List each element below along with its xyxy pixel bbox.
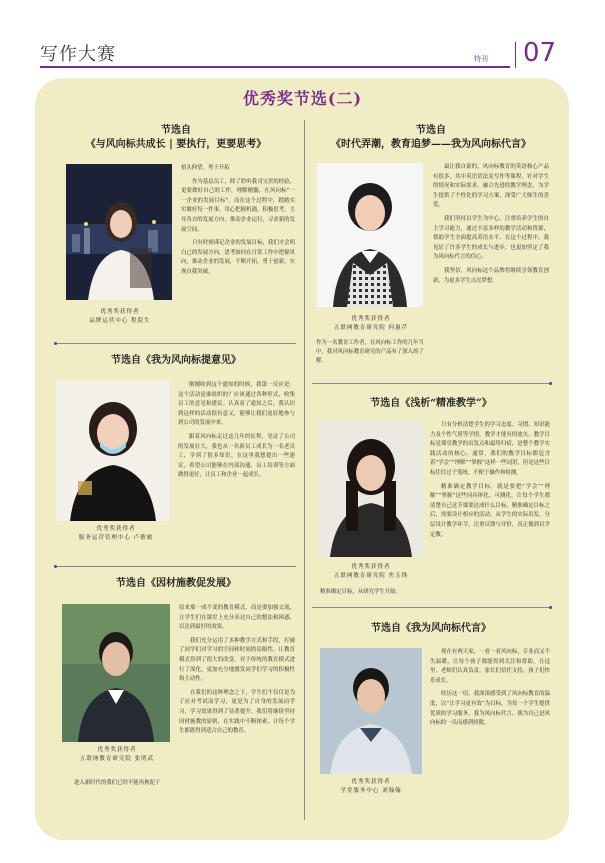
caption-award: 优秀奖获得者 [351,779,391,785]
caption-award: 优秀奖获得者 [97,747,137,753]
author-photo-image [317,163,423,307]
author-photo [66,164,172,300]
author-caption [60,308,180,326]
divider-dot [549,382,552,385]
article-excerpt [430,648,550,733]
section-header-title: 写作大赛 [40,44,116,65]
paragraph: 我们坚持以学生为中心，注重培养学生的自主学习能力，通过丰富多样的教学活动和资源，帮助学生全面提高英语水平。在这个过程中，我见证了许多学生的成长与进步，也更加坚定了我为风向标代言的信心。 [433,215,549,261]
article-excerpt [181,164,295,282]
section-title-line1: 节选自《因材施教促发展》 [116,578,236,589]
paragraph: 抬头仰望，勇于开拓 [181,165,230,171]
paragraph: 我们充分运用了多种教学方式和手段，打破了同学们对学习的空间和时间的局限性，让教育模式得到了很大的改变。对于传统的教育模式进行了深化，更加充分地激发同学们学习的积极性和主动性。 [179,637,295,683]
author-photo [62,604,170,742]
caption-author: 品牌运营中心 程院生 [89,318,151,324]
author-photo-image [320,648,422,774]
issue-label: 特刊 [474,55,488,63]
paragraph: 精准确定教学目标，就是要把“学会”“理解”“掌握”这些词具体化、可测化，让每个学生都清楚自己这节课要达成什么目标。精准确定目标之后，需要设计相应的活动，从学生的实际出发，分层设计教学环节，注重反馈与评价，真正做到以学定教。 [430,483,550,538]
caption-author: 五联网教育研究院 何惠芹 [333,325,409,331]
paragraph: 刚刚收到这个通知的时候，我第一反应是：这个活动是谁组织的？应该通过各种形式，收集员工的意见和建议。认真看了通知之后，我认识到这样的活动很有意义，能够让我们更好地参与到公司的发展中来。 [178,382,295,427]
paragraph: 只有分析清楚学生的学习态度、习惯、知识能力及个性气质等学情，教学才能有的放矢。教学目标是课堂教学的出发点和最终归宿，是整个教学实践活动的核心。通常，我们的教学目标都包含着“学会”“理解”“掌握”这样一些词语，但是这些目标往往过于笼统，不便于操作和检测。 [430,422,550,476]
row-divider-right-2 [312,607,550,608]
section-title-line1: 节选自《我为风向标提意见》 [111,355,241,366]
section-title-line1: 节选自 [161,125,191,136]
paragraph: 在我们的这种理念之下，学生们不仅仅是为了应对考试而学习，更是为了自身的发展而学习，学习效果得到了显著提升。我们将继续坚持因材施教的原则，在实践中不断探索，让每个学生都能得到适合自己的教育。 [179,689,295,735]
column-divider [304,120,305,820]
section-title-line2: 《与风向标共成长 | 要执行，更要思考》 [85,139,267,150]
header-rule [40,66,510,68]
paragraph: 跟着风向标走过这几年的征程，见证了公司的发展壮大，我也从一名新员工成长为一名老员工，学到了很多知识。在这里我想提出一些建议，希望公司能够在内部沟通、员工培训等方面做得更好，让员工和企业一起成长。 [178,433,295,479]
row-divider-left-1 [56,343,296,344]
paragraph: 最让我自豪的，风向标教育的英语核心产品有很多，其中英语语法及写作等课程，针对学生的情况和实际需求，融合先进的教学理念，为学生提供了个性化的学习方案，深受广大师生的喜爱。 [433,164,549,209]
paragraph: 我坚信，风向标这个品牌将继续引领教育创新，为更多学生点亮梦想。 [433,267,549,284]
divider-dot [54,565,57,568]
caption-award: 优秀奖获得者 [351,564,391,570]
section-title-line2: 《时代弄潮，教育追梦——我为风向标代言》 [331,139,531,150]
section-title-line1: 节选自 [370,398,401,409]
section-title-line2: 《浅析“精准教学”》 [400,398,492,409]
page-title: 优秀奖节选(二) [242,89,363,108]
section-title-line1: 节选自《我为风向标代言》 [371,623,491,634]
caption-award: 优秀奖获得者 [96,526,136,532]
article-excerpt [433,163,549,290]
section-title [56,354,296,368]
paragraph: 现在有两天家，一看一看风向标，专业而又不失温暖，让每个孩子都能得到关注和帮助。在这里，老师们认真负责，家长们信任支持，孩子们快乐成长。 [430,649,550,684]
caption-author: 学堂服务中心 刘翰翰 [340,788,402,794]
section-title [312,622,550,636]
row-divider-left-2 [56,566,296,567]
paragraph: 原来那一成不变的教育模式，而是要加强交流，让学生们在课堂上充分表达自己的想法和困惑，以达到最好的效果。 [179,605,295,631]
excerpt-continuation: 作为一名教育工作者，在风向标工作的几年当中，我对风向标教育研究的产品有了深入的了解。 [316,340,424,364]
author-photo-image [56,381,170,521]
article-excerpt [179,604,295,741]
caption-author: 五联网教育研究院 焦玉锋 [333,573,409,579]
paragraph: 作为基层员工，除了聆听我司宝贵的经验，更要做好自己的工作，理解精髓，在风向标“一一企业的发展目标”。而在这个过程中，踏踏实实做好每一件事，用心把握机遇，积极思考，主导各自的发展方向，推动企业运行，寻求新的发展空间。 [181,178,295,233]
article-excerpt [430,421,550,544]
author-photo-image [62,604,170,742]
header-separator [515,42,516,68]
author-caption [314,563,428,581]
author-caption [56,525,176,543]
author-caption [312,315,430,333]
excerpt-continuation: 进入新时代的我们已经不能再拘泥于 [74,780,161,786]
author-caption [60,746,174,764]
caption-award: 优秀奖获得者 [100,309,140,315]
excerpt-continuation: 精准确定目标，从研究学生开始。 [320,589,401,595]
page-number: 07 [523,38,557,68]
author-photo-image [66,164,172,300]
caption-author: 五联网教育研究院 张明武 [79,756,155,762]
section-title [56,577,296,591]
paragraph: 只有时刻谨记企业的发展目标，我们才会明白已的发展方向，思考如何在日常工作中把握风向，推动企业的发展，不断开拓，勇于创新，实现自我突破。 [181,240,295,275]
author-photo [317,163,423,307]
author-caption [316,778,426,796]
section-title [56,124,296,152]
divider-dot [549,606,552,609]
author-photo [56,381,170,521]
article-excerpt [178,381,295,485]
section-title-line1: 节选自 [416,125,446,136]
section-title [312,397,550,411]
divider-dot [54,342,57,345]
author-photo [320,648,422,774]
author-photo-image [318,421,424,557]
author-photo [318,421,424,557]
section-title [312,124,550,152]
row-divider-right-1 [312,383,550,384]
caption-author: 服务运营管理中心 卢敏敏 [78,535,154,541]
caption-award: 优秀奖获得者 [351,316,391,322]
paragraph: 经历这一切，我深深感受到了风向标教育的温度，以“让学习更有效”为目标，为每一个学生提供优质的学习服务，我为风向标代言，我为自己是风向标的一员而感到骄傲。 [430,691,550,727]
